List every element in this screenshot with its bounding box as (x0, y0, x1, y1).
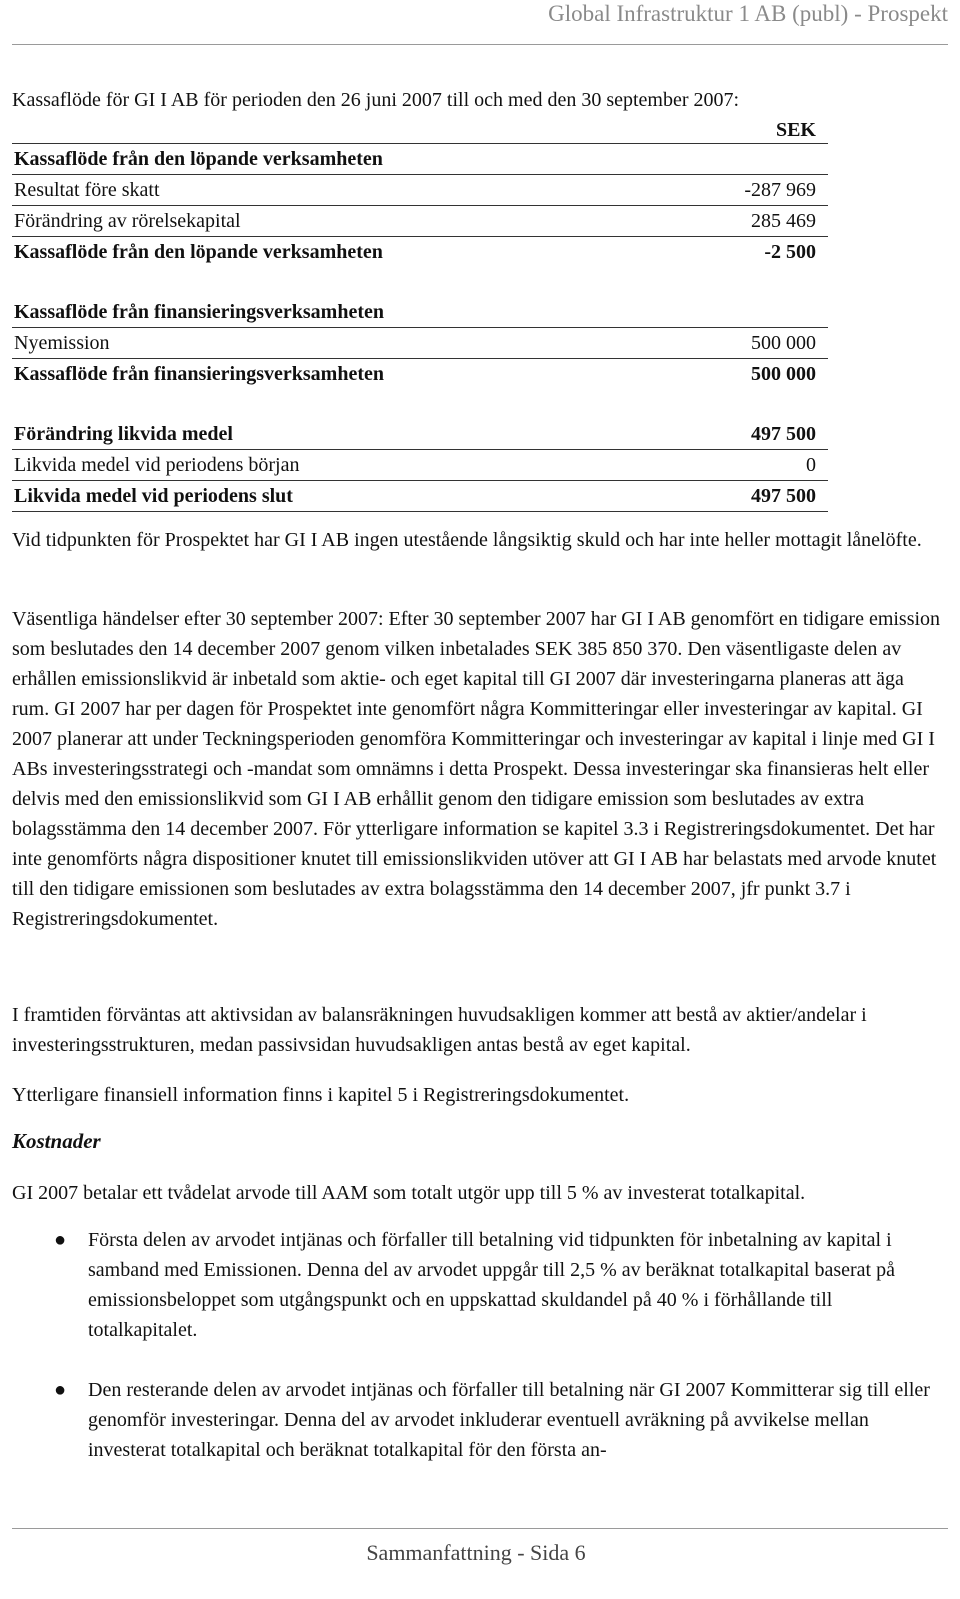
table-row (12, 206, 828, 237)
row-value: 500 000 (751, 332, 816, 354)
row-label: Resultat före skatt (14, 179, 160, 201)
page-footer: Sammanfattning - Sida 6 (366, 1540, 586, 1565)
bullet-text: Den resterande delen av arvodet intjänas och förfaller till betalning när GI 2007 Kommitterar sig till eller genomför investeringar. Denna del av arvodet inkluderar eventuell avräkning på avvikelse mellan investerat totalkapital och beräknat totalkapital för den första an- (88, 1379, 930, 1461)
row-value: 285 469 (751, 210, 816, 232)
table-row (12, 359, 828, 389)
row-label: Kassaflöde från den löpande verksamheten (14, 241, 383, 263)
header-divider (12, 44, 948, 45)
footer-divider (12, 1528, 948, 1529)
row-value: -287 969 (744, 179, 816, 201)
currency-label: SEK (775, 119, 816, 141)
bullet-icon: ● (54, 1229, 67, 1251)
row-label: Kassaflöde från den löpande verksamheten (14, 148, 383, 170)
table-row (12, 481, 828, 512)
row-label: Kassaflöde från finansieringsverksamheten (14, 301, 384, 323)
row-label: Likvida medel vid periodens början (14, 454, 300, 476)
currency-header-row (12, 113, 828, 144)
row-label: Förändring likvida medel (14, 423, 233, 445)
list-item (12, 1375, 942, 1465)
row-value: 500 000 (751, 363, 816, 385)
row-label: Likvida medel vid periodens slut (14, 485, 293, 507)
row-value: 497 500 (751, 423, 816, 445)
table-row (12, 419, 828, 450)
table-row (12, 450, 828, 481)
kostnader-intro: GI 2007 betalar ett tvådelat arvode till AAM som totalt utgör upp till 5 % av investerat totalkapital. (12, 1182, 806, 1204)
fee-bullet-list (12, 1225, 942, 1465)
page-header (0, 0, 948, 46)
cashflow-intro: Kassaflöde för GI I AB för perioden den 26 juni 2007 till och med den 30 september 2007: (12, 89, 740, 111)
list-item (12, 1225, 942, 1345)
table-row (12, 144, 828, 175)
kostnader-heading: Kostnader (12, 1129, 101, 1153)
row-label: Kassaflöde från finansieringsverksamheten (14, 363, 384, 385)
further-info-paragraph: Ytterligare finansiell information finns i kapitel 5 i Registreringsdokumentet. (12, 1084, 630, 1106)
debt-paragraph: Vid tidpunkten för Prospektet har GI I AB ingen utestående långsiktig skuld och har inte heller mottagit lånelöfte. (12, 529, 922, 551)
row-value: -2 500 (764, 241, 816, 263)
table-row (12, 237, 828, 267)
bullet-icon: ● (54, 1379, 67, 1401)
document-title: Global Infrastruktur 1 AB (publ) - Prospekt (548, 1, 948, 26)
table-row (12, 175, 828, 206)
table-spacer (12, 389, 828, 419)
bullet-text: Första delen av arvodet intjänas och förfaller till betalning vid tidpunkten för inbetalning av kapital i samband med Emissionen. Denna del av arvodet uppgår till 2,5 % av beräknat totalkapital baserat på emissionsbeloppet som utgångspunkt och en uppskattad skuldandel på 40 % i förhållande till totalkapitalet. (88, 1229, 895, 1341)
row-label: Nyemission (14, 332, 110, 354)
row-value: 497 500 (751, 485, 816, 507)
table-row (12, 297, 828, 328)
table-spacer (12, 267, 828, 297)
row-value: 0 (806, 454, 816, 476)
table-row (12, 328, 828, 359)
cashflow-table (12, 113, 828, 512)
subsequent-events-paragraph: Väsentliga händelser efter 30 september 2007: Efter 30 september 2007 har GI I AB genomfört en tidigare emission som beslutades den 14 december 2007 genom vilken inbetalades SEK 385 850 370. Den väsentligaste delen av erhållen emissionslikvid är inbetald som aktie- och eget kapital till GI 2007 där investeringarna planeras att äga rum. GI 2007 har per dagen för Prospektet inte genomfört några Kommitteringar eller investeringar av kapital. GI 2007 planerar att under Teckningsperioden genomföra Kommitteringar och investeringar av kapital i linje med GI I ABs investeringsstrategi och -mandat som omnämns i detta Prospekt. Dessa investeringar ska finansieras helt eller delvis med den emissionslikvid som GI I AB erhållit genom den tidigare emission som beslutades av extra bolagsstämma den 14 december 2007. För ytterligare information se kapitel 3.3 i Registreringsdokumentet. Det har inte genomförts några dispositioner knutet till emissionslikviden utöver att GI I AB har belastats med arvode knutet till den tidigare emissionen som beslutades av extra bolagsstämma den 14 december 2007, jfr punkt 3.7 i Registreringsdokumentet. (12, 608, 941, 930)
future-balance-paragraph: I framtiden förväntas att aktivsidan av balansräkningen huvudsakligen kommer att bestå av aktier/andelar i investeringsstrukturen, medan passivsidan huvudsakligen antas bestå av eget kapital. (12, 1004, 867, 1056)
row-label: Förändring av rörelsekapital (14, 210, 241, 232)
